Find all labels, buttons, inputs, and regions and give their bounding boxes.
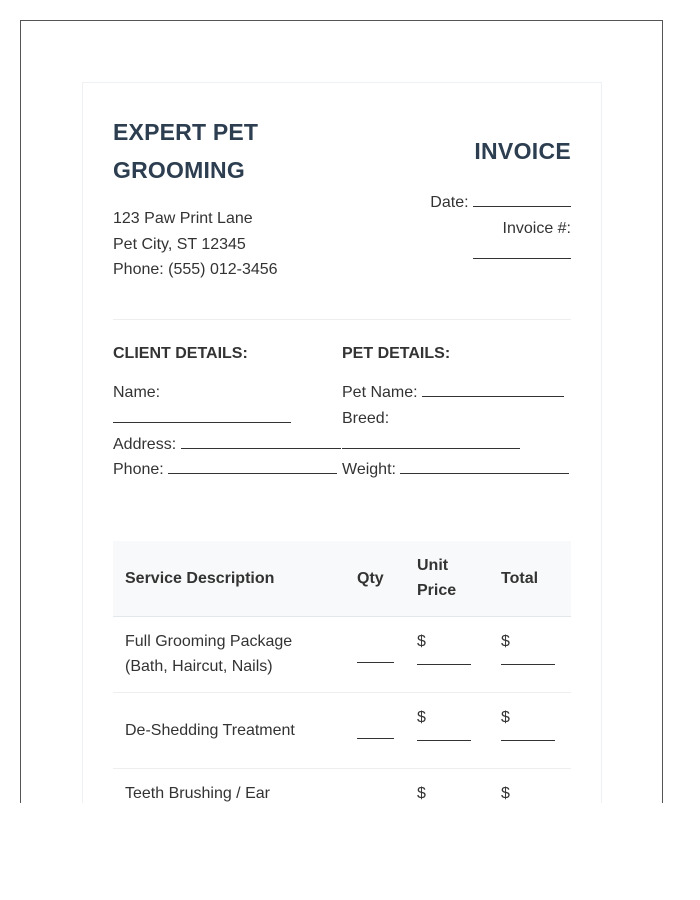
client-details	[113, 380, 343, 483]
invoice-number-row	[411, 216, 571, 242]
invoice-sheet	[82, 82, 602, 803]
date-field[interactable]	[473, 190, 571, 207]
table-row	[113, 769, 571, 803]
header-divider	[113, 319, 571, 320]
company-address	[113, 206, 278, 283]
pet-details	[342, 380, 574, 483]
table-header	[113, 541, 571, 617]
date-row	[411, 190, 571, 216]
service-description-line-1: Teeth Brushing / Ear	[125, 785, 270, 802]
services-table	[113, 541, 571, 803]
client-name-row	[113, 380, 343, 406]
header-service-description: Service Description	[125, 570, 275, 587]
client-name-label: Name:	[113, 384, 161, 401]
total-currency: $	[501, 709, 510, 726]
date-label: Date:	[430, 194, 469, 211]
invoice-meta	[411, 190, 571, 267]
total-blank	[501, 730, 555, 741]
client-phone-field[interactable]	[168, 457, 337, 474]
client-address-row	[113, 432, 343, 458]
document-frame	[20, 20, 663, 803]
qty-field[interactable]	[357, 661, 394, 663]
header-total: Total	[501, 570, 539, 587]
unit-price-blank	[417, 654, 471, 665]
total-blank	[501, 654, 555, 665]
breed-row	[342, 406, 574, 432]
weight-row	[342, 457, 574, 483]
breed-field-row	[342, 432, 574, 458]
total-field[interactable]	[501, 629, 555, 665]
address-line-1: 123 Paw Print Lane	[113, 210, 253, 227]
company-name: EXPERT PET GROOMING	[113, 119, 259, 183]
service-description-line-1: De-Shedding Treatment	[125, 722, 295, 739]
service-description	[125, 781, 335, 803]
invoice-number-label: Invoice #:	[502, 219, 571, 237]
total-field[interactable]	[501, 705, 555, 741]
pet-name-label: Pet Name:	[342, 384, 418, 401]
client-phone-row	[113, 457, 343, 483]
unit-price-field[interactable]	[417, 705, 471, 741]
unit-price-blank	[417, 730, 471, 741]
total-field[interactable]	[501, 781, 555, 803]
unit-price-currency: $	[417, 709, 426, 726]
client-address-label: Address:	[113, 435, 177, 453]
total-currency: $	[501, 785, 510, 802]
service-description	[125, 629, 335, 679]
client-phone-label: Phone:	[113, 461, 164, 479]
qty-field[interactable]	[357, 737, 394, 739]
weight-field[interactable]	[400, 457, 569, 474]
client-details-heading: CLIENT DETAILS:	[113, 345, 248, 362]
header-qty: Qty	[357, 570, 384, 587]
service-description-line-1: Full Grooming Package	[125, 633, 293, 650]
unit-price-field[interactable]	[417, 629, 471, 665]
pet-details-heading: PET DETAILS:	[342, 345, 451, 362]
service-description	[125, 718, 335, 743]
header-unit-price-line-2: Price	[417, 582, 457, 599]
unit-price-currency: $	[417, 633, 426, 650]
weight-label: Weight:	[342, 461, 396, 479]
pet-name-field[interactable]	[422, 380, 564, 397]
invoice-number-field-row	[411, 242, 571, 268]
table-row	[113, 617, 571, 693]
client-name-field[interactable]	[113, 406, 291, 423]
service-description-line-2: (Bath, Haircut, Nails)	[125, 658, 273, 675]
header-unit-price	[417, 553, 456, 603]
breed-label: Breed:	[342, 409, 390, 427]
invoice-number-field[interactable]	[473, 242, 571, 259]
invoice-title: INVOICE	[474, 138, 571, 164]
address-line-2: Pet City, ST 12345	[113, 235, 246, 253]
table-row	[113, 693, 571, 769]
total-currency: $	[501, 633, 510, 650]
header-unit-price-line-1: Unit	[417, 557, 449, 574]
client-name-field-row	[113, 406, 343, 432]
client-address-field[interactable]	[181, 432, 341, 449]
company-phone: Phone: (555) 012-3456	[113, 261, 278, 278]
breed-field[interactable]	[342, 432, 520, 449]
unit-price-currency: $	[417, 785, 426, 802]
pet-name-row	[342, 380, 574, 406]
unit-price-field[interactable]	[417, 781, 471, 803]
